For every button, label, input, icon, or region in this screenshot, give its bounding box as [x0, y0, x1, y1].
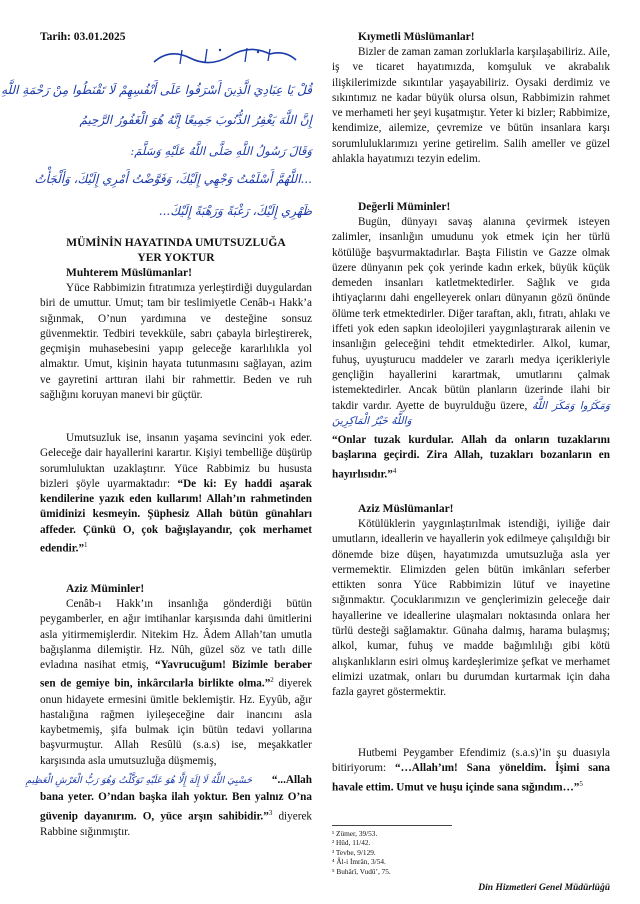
footnote-ref-1: 1	[84, 541, 88, 550]
basmala-calligraphy	[150, 44, 300, 68]
footnote-divider	[332, 825, 452, 826]
paragraph-prophets-text: Cenâb-ı Hakk’ın insanlığa gönderdiği bütün peygamberler, en ağır imtihanlar karşısında dahi ümitlerini asla yitirmemişlerdir. Nitekim Hz. Âdem Allah’tan umutla bağışlanma dilemiştir. Hz. Nûh, güzel söz ve tatlı dille evladına nasihat etmiş,	[40, 598, 312, 672]
hadith-arabic-line-2: ظَهْرِي إِلَيْكَ، رَغْبَةً وَرَهْبَةً إِلَيْكَ...	[158, 204, 312, 218]
footnote-ref-4: 4	[392, 466, 397, 475]
signature: Din Hizmetleri Genel Müdürlüğü	[478, 883, 610, 893]
paragraph-hardships: Bizler de zaman zaman zorluklarla karşılaşabiliriz. Aile, iş ve ticaret hayatımızda, komşuluk ve akrabalık ilişkilerimizde sıkıntılar yaşayabiliriz. Oysaki derdimiz ve sıkıntımız ne kadar büyük olursa olsun, Rabbimizin rahmet ve merhameti her şeyi kuşatmıştır. Yeter ki bizler; Rabbimize, kendimize, ailemize, çevremize ve bütün insanlara karşı sorumluluklarımızı yerine getirelim. Salih ameller ve güzel ahlakla hayatımızı tezyin edelim.	[332, 46, 610, 166]
title-line-1: MÜMİNİN HAYATINDA UMUTSUZLUĞA	[66, 237, 286, 249]
paragraph-despair-text: Umutsuzluk ise, insanın yaşama sevincini yok eder. Geleceğe dair hayallerini karartır. Kişiyi tembelliğe düşürüp sorumluluktan uzaklaştırır. Yüce Rabbimiz bu hususta bizleri şöyle uyarmaktadır:	[40, 432, 312, 490]
verse-arabic-line-2: إِنَّ اللَّهَ يَغْفِرُ الذُّنُوبَ جَمِيعًا إِنَّهُ هُوَ الْغَفُورُ الرَّحِيمُ	[79, 113, 312, 127]
footnote-4: ⁴ Âl-i İmrân, 3/54.	[332, 857, 386, 867]
paragraph-oppressors	[332, 215, 610, 429]
paragraph-tevbe	[40, 790, 312, 840]
quran-quote-al-imran: “Onlar tuzak kurdular. Allah da onların tuzaklarını başlarına geçirdi. Zira Allah, tuzakları bozanların en hayırlısıdır.”	[332, 434, 610, 481]
quran-arabic-tevbe: حَسْبِيَ اللَّهُ لَا إِلَهَ إِلَّا هُوَ عَلَيْهِ تَوَكَّلْتُ وَهُوَ رَبُّ الْعَرْشِ الْعَظِيمِ	[25, 775, 252, 787]
hadith-quote-dua: “…Allah’ım! Sana yöneldim. İşimi sana havale ettim. Umut ve huşu içinde sana sığındım…”	[332, 762, 611, 794]
footnote-ref-5: 5	[579, 779, 583, 788]
hadith-intro-arabic: وَقَالَ رَسُولُ اللَّهِ صَلَّى اللَّهُ عَلَيْهِ وَسَلَّمَ:	[130, 144, 312, 158]
quote-al-imran-paragraph	[332, 433, 610, 483]
heading-muhterem: Muhterem Müslümanlar!	[66, 267, 192, 279]
heading-aziz-muslumanlar: Aziz Müslümanlar!	[358, 503, 454, 515]
sermon-date: Tarih: 03.01.2025	[40, 31, 126, 43]
heading-degerli: Değerli Müminler!	[358, 201, 451, 213]
footnotes	[332, 829, 610, 876]
sermon-title	[40, 236, 312, 266]
heading-aziz-muminler: Aziz Müminler!	[66, 583, 145, 595]
paragraph-despair	[40, 431, 312, 557]
footnote-3: ³ Tevbe, 9/129.	[332, 847, 376, 857]
paragraph-closing-dua	[332, 746, 610, 796]
quran-arabic-al-imran: وَمَكَرُوا وَمَكَرَ اللَّهُ وَاللَّهُ خَيْرُ الْمَاكِرِينَ	[332, 399, 611, 427]
paragraph-duty: Kötülüklerin yaygınlaştırılmak istendiği, iyiliğe dair umutların, ideallerin ve hayallerin yok edilmeye çalışıldığı bir dönemde bize düşen, hayatımızda umutsuzluğa asla yer vermemektir. Elimizden gelen bütün imkânları seferber ettikten sonra Yüce Rabbimizin lütuf ve inayetine sığınmaktır. Çocuklarımızın ve gençlerimizin geleceğe dair hayallerine ve ideallerine ulaşmaları noktasında onlara her türlü desteği sağlamaktır. Günaha dalmış, harama bulaşmış; alkol, kumar, fuhuş ve madde bağımlılığı gibi kötü alışkanlıkların esiri olmuş kardeşlerimize şefkat ve merhamet elimizi uzatmak, onları bu durumdan kurtarmak için daha fazla gayret göstermektir.	[332, 518, 610, 699]
verse-arabic-line-1: قُلْ يَا عِبَادِيَ الَّذِينَ أَسْرَفُوا عَلَى أَنْفُسِهِمْ لَا تَقْنَطُوا مِنْ رَحْمَةِ اللَّهِ	[1, 83, 312, 97]
footnote-ref-3: 3	[268, 808, 273, 817]
footnote-5: ⁵ Buhârî, Vudû’, 75.	[332, 866, 391, 876]
quran-quote-zumer: “De ki: Ey haddi aşarak kendilerine yazık eden kullarım! Allah’ın rahmetinden ümidinizi kesmeyin. Şüphesiz Allah bütün günahları affeder. Çünkü O, çok bağışlayandır, çok merhamet edendir.”	[40, 477, 312, 555]
quran-quote-hud: “Yavrucuğum! Bizimle beraber sen de gemiye bin, inkârcılarla birlikte olma.”	[40, 659, 313, 691]
footnote-2: ² Hûd, 11/42.	[332, 838, 371, 848]
heading-kiymetli: Kıymetli Müslümanlar!	[358, 31, 475, 43]
quote-tevbe-rest: bana yeter. O’ndan başka ilah yoktur. Ben yalnız O’na güvenip dayanırım. O, yüce arşın sahibidir.”	[40, 791, 312, 823]
paragraph-hope: Yüce Rabbimizin fıtratımıza yerleştirdiği duygulardan biri de umuttur. Umut; tam bir teslimiyetle Cenâb-ı Hakk’a sığınmak, O’nun yardımına ve desteğine sonsuz güvenmektir. Tedbiri tevekküle, sabrı çabayla birleştirerek, geçmişin muhasebesini yapıp geleceğe kararlılıkla yol almaktır. Umut, kişinin hayata tutunmasını sağlayan, azim ve gayretini arttıran ilahi bir rahmettir. Beden ve ruh sağlığını koruyan manevi bir güçtür.	[40, 282, 312, 402]
footnote-1: ¹ Zümer, 39/53.	[332, 829, 378, 838]
paragraph-tevbe-text: diyerek Rabbine sığınmıştır.	[40, 810, 312, 838]
hadith-arabic-line-1: ...اللَّهُمَّ أَسْلَمْتُ وَجْهِي إِلَيْكَ، وَفَوَّضْتُ أَمْرِي إِلَيْكَ، وَأَلْجَأْتُ	[34, 172, 312, 186]
paragraph-closing-text: Hutbemi Peygamber Efendimiz (s.a.s)’in şu duasıyla bitiriyorum:	[332, 747, 610, 775]
paragraph-prophets-text-2: diyerek onun hidayete ermesini ümitle beklemiştir. Hz. Eyyûb, ağır hastalığına rağmen iyileşeceğine dair inancını asla kaybetmemiş, şifa bulmak için bütün tedavi yollarına başvurmuştur. Allah Resûlü (s.a.s) ise, meşakkatler karşısında asla umutsuzluğa düşmemiş,	[40, 678, 312, 767]
title-line-2: YER YOKTUR	[137, 252, 215, 264]
quote-tevbe-start: “...Allah	[271, 774, 312, 786]
footnote-ref-2: 2	[270, 676, 274, 685]
paragraph-prophets	[40, 597, 312, 769]
paragraph-oppressors-text: Bugün, dünyayı savaş alanına çevirmek isteyen zalimler, insanlığın umudunu yok etmek için her türlü kötülüğe başvurmaktadırlar. Başta Filistin ve Gazze olmak üzere dünyanın pek çok yerinde kadın erkek, büyük küçük demeden insanları katletmektedirler. Sağlık ve gıda ihtiyaçlarını dahi engelleyerek onları dünyanın gözü önünde ölüme terk etmektedirler. Diğer taraftan, aklı, fıtratı, ahlakı ve iffeti yok eden sapkın ideolojileri yaygınlaştırarak ailenin ve insanlığın geleceğini tehdit etmektedirler. Alkol, kumar, fuhuş, uyuşturucu maddeler ve zararlı medya içerikleriyle gençliğin hayallerini karartmak, umutlarını çalmak istemektedirler. Ancak bütün planların üzerinde ilahi bir takdir vardır. Ayette de buyrulduğu üzere,	[332, 216, 610, 412]
